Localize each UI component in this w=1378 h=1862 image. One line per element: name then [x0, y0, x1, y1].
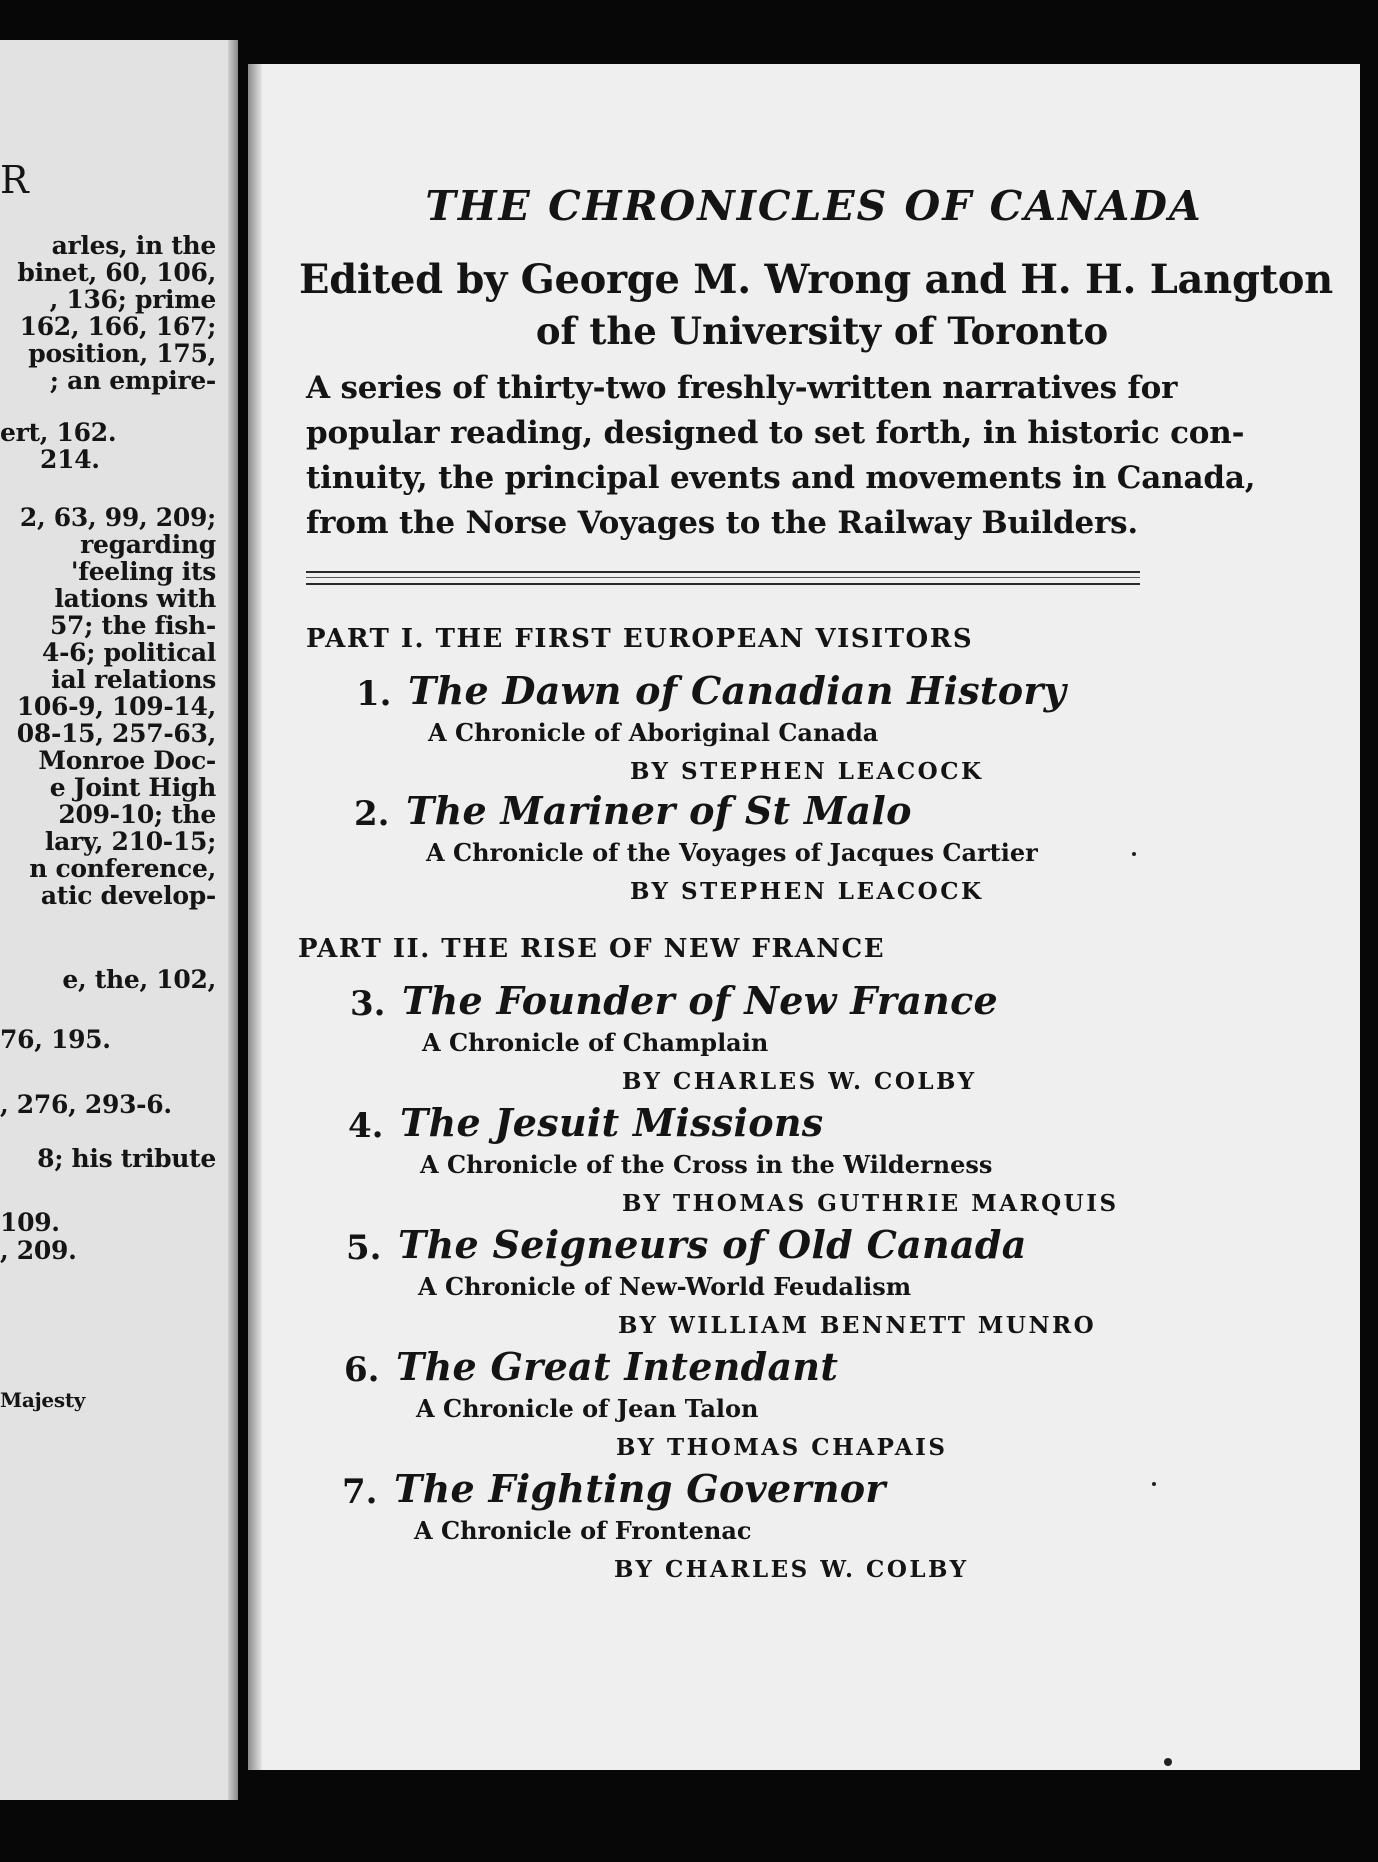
- volume-number: 5.: [346, 1228, 382, 1268]
- volume-author: BY THOMAS GUTHRIE MARQUIS: [622, 1190, 1119, 1217]
- volume-number: 7.: [342, 1472, 378, 1512]
- index-line: 76, 195.: [0, 1025, 111, 1054]
- volume-subtitle: A Chronicle of New-World Feudalism: [418, 1272, 912, 1301]
- index-line: 8; his tribute: [37, 1144, 216, 1173]
- index-line: ert, 162.: [0, 418, 117, 447]
- volume-title: The Founder of New France: [402, 978, 998, 1023]
- volume-subtitle: A Chronicle of the Voyages of Jacques Cartier: [426, 838, 1038, 867]
- description-line: tinuity, the principal events and movements in Canada,: [306, 460, 1256, 496]
- index-line: 209-10; the: [58, 800, 216, 829]
- double-rule-divider: [306, 571, 1140, 585]
- index-line: 162, 166, 167;: [19, 312, 216, 341]
- scan-speck: [1152, 1482, 1156, 1486]
- volume-title: The Dawn of Canadian History: [408, 668, 1067, 713]
- volume-number: 2.: [354, 794, 390, 834]
- index-letter: R: [0, 158, 29, 202]
- index-line: , 276, 293-6.: [0, 1090, 172, 1119]
- volume-title: The Seigneurs of Old Canada: [398, 1222, 1027, 1267]
- index-line: arles, in the: [51, 231, 216, 260]
- index-line: lations with: [54, 584, 216, 613]
- volume-author: BY CHARLES W. COLBY: [614, 1556, 969, 1583]
- volume-author: BY THOMAS CHAPAIS: [616, 1434, 948, 1461]
- affiliation-line: of the University of Toronto: [535, 309, 1109, 353]
- index-line: 109.: [0, 1208, 60, 1237]
- index-line: Majesty: [0, 1388, 86, 1412]
- index-line: e, the, 102,: [62, 965, 216, 994]
- part-heading: PART I. THE FIRST EUROPEAN VISITORS: [306, 624, 974, 654]
- main-page: [248, 64, 1360, 1770]
- part-heading: PART II. THE RISE OF NEW FRANCE: [298, 934, 886, 964]
- volume-author: BY CHARLES W. COLBY: [622, 1068, 977, 1095]
- index-line: lary, 210-15;: [44, 827, 216, 856]
- volume-number: 4.: [348, 1106, 384, 1146]
- description-line: popular reading, designed to set forth, in historic con-: [306, 415, 1245, 451]
- volume-number: 1.: [356, 674, 392, 714]
- series-title: THE CHRONICLES OF CANADA: [425, 182, 1203, 230]
- description-line: A series of thirty-two freshly-written narratives for: [306, 370, 1178, 406]
- volume-number: 6.: [344, 1350, 380, 1390]
- description-line: from the Norse Voyages to the Railway Builders.: [306, 505, 1138, 541]
- series-description: [306, 366, 1256, 546]
- index-line: , 136; prime: [49, 285, 216, 314]
- index-line: , 209.: [0, 1236, 77, 1265]
- volume-subtitle: A Chronicle of Champlain: [422, 1028, 769, 1057]
- index-line: atic develop-: [40, 881, 216, 910]
- index-line: 106-9, 109-14,: [16, 692, 216, 721]
- volume-title: The Fighting Governor: [394, 1466, 886, 1511]
- scan-speck: [1164, 1758, 1172, 1766]
- scan-speck: [1132, 852, 1136, 856]
- volume-subtitle: A Chronicle of Jean Talon: [416, 1394, 759, 1423]
- index-line: binet, 60, 106,: [17, 258, 216, 287]
- volume-author: BY STEPHEN LEACOCK: [630, 758, 984, 785]
- volume-author: BY STEPHEN LEACOCK: [630, 878, 984, 905]
- index-line: e Joint High: [49, 773, 216, 802]
- index-line: position, 175,: [28, 339, 216, 368]
- left-page-fragment: [0, 40, 238, 1800]
- volume-title: The Jesuit Missions: [400, 1100, 824, 1145]
- index-line: 214.: [40, 445, 100, 474]
- volume-title: The Great Intendant: [396, 1344, 839, 1389]
- index-line: 4-6; political: [41, 638, 216, 667]
- index-line: 'feeling its: [70, 557, 216, 586]
- volume-subtitle: A Chronicle of the Cross in the Wilderness: [420, 1150, 993, 1179]
- index-line: Monroe Doc-: [38, 746, 216, 775]
- index-line: 57; the fish-: [49, 611, 216, 640]
- index-line: ial relations: [51, 665, 216, 694]
- page-gutter: [228, 40, 238, 1800]
- index-line: ; an empire-: [49, 366, 216, 395]
- volume-subtitle: A Chronicle of Frontenac: [414, 1516, 752, 1545]
- volume-subtitle: A Chronicle of Aboriginal Canada: [428, 718, 879, 747]
- editors-line: Edited by George M. Wrong and H. H. Langton: [299, 256, 1333, 303]
- index-line: 2, 63, 99, 209;: [19, 503, 216, 532]
- volume-author: BY WILLIAM BENNETT MUNRO: [618, 1312, 1097, 1339]
- index-line: n conference,: [29, 854, 216, 883]
- volume-title: The Mariner of St Malo: [406, 788, 912, 833]
- volume-number: 3.: [350, 984, 386, 1024]
- index-line: 08-15, 257-63,: [16, 719, 216, 748]
- index-line: regarding: [80, 530, 216, 559]
